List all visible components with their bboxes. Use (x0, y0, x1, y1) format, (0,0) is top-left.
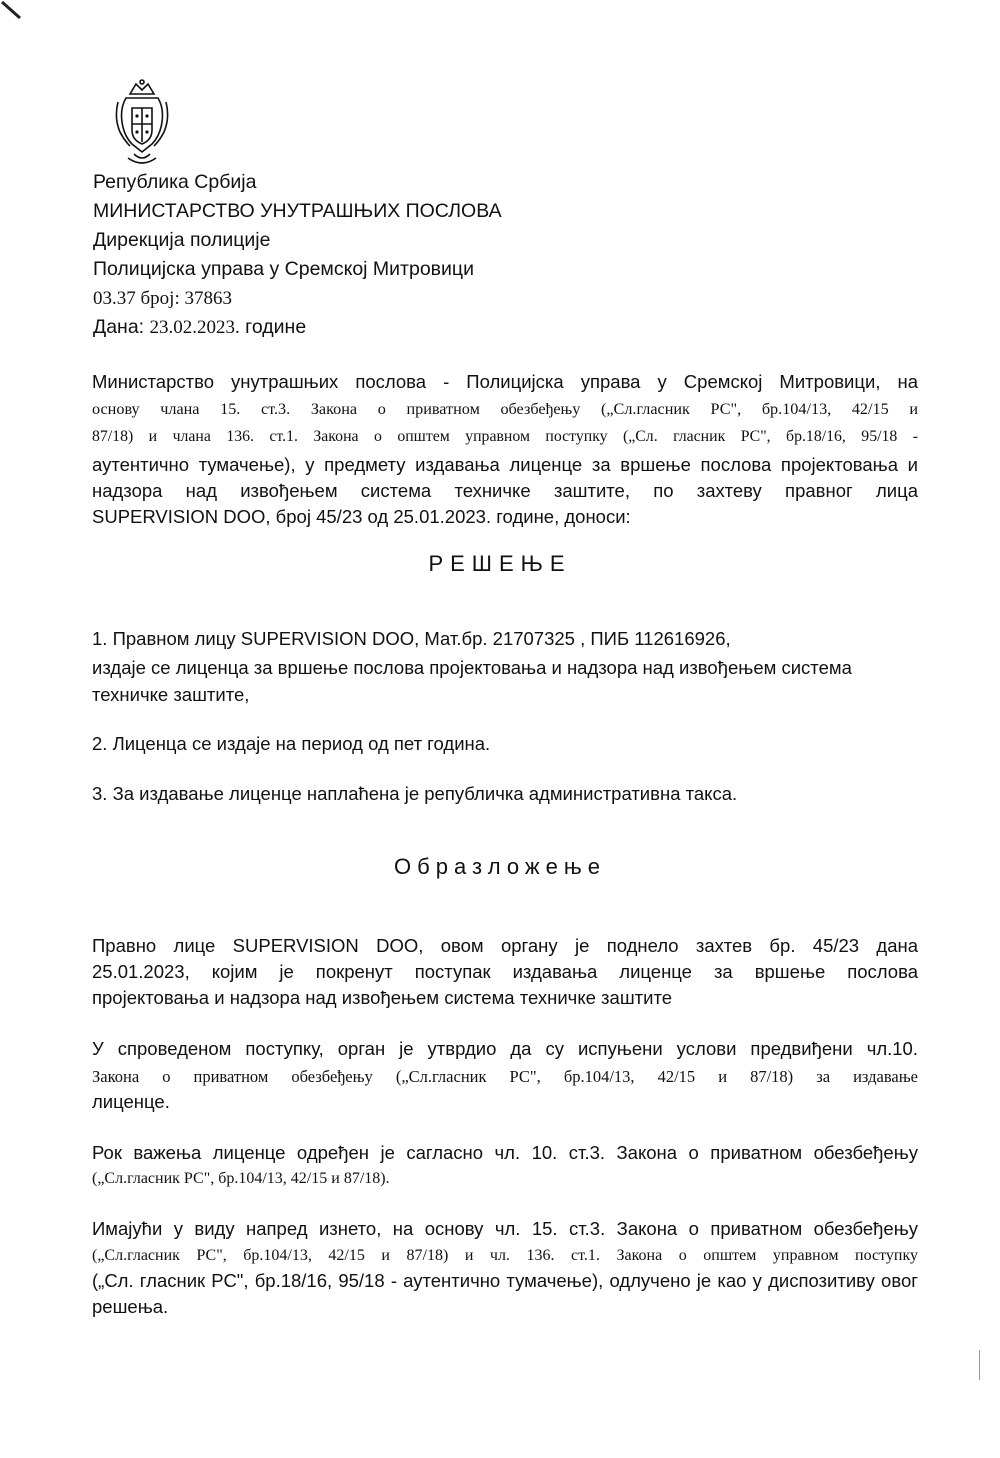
republic-name: Република Србија (93, 171, 257, 193)
reasoning-p4-line-4: решења. (92, 1296, 169, 1317)
reasoning-title: Образложење (394, 854, 606, 879)
intro-line-2: основу члана 15. ст.3. Закона о приватном обезбеђењу („Сл.гласник РС", бр.104/13, 42/15 и (92, 400, 918, 418)
reasoning-p4-line-1: Имајући у виду напред изнето, на основу чл. 15. ст.3. Закона о приватном обезбеђењу (92, 1218, 918, 1239)
directorate-name: Дирекција полиције (93, 229, 271, 251)
administration-name: Полицијска управа у Сремској Митровици (93, 258, 474, 280)
date-suffix: године (239, 316, 307, 338)
ministry-name: МИНИСТАРСТВО УНУТРАШЊИХ ПОСЛОВА (93, 200, 502, 222)
reasoning-p4-line-3: („Сл. гласник РС", бр.18/16, 95/18 - аутентично тумачење), одлучено је као у диспозитиву овог (92, 1270, 918, 1291)
intro-line-3: 87/18) и члана 136. ст.1. Закона о општем управном поступку („Сл. гласник РС", бр.18/16, 95/18 - (92, 428, 918, 445)
decision-item-2: 2. Лиценца се издаје на период од пет година. (92, 733, 491, 754)
date-value: 23.02.2023. (149, 317, 240, 338)
date-label: Дана: (93, 316, 150, 338)
reasoning-p3-line-1: Рок важења лиценце одређен је сагласно чл. 10. ст.3. Закона о приватном обезбеђењу (92, 1142, 918, 1163)
scan-mark-icon (0, 0, 40, 30)
reasoning-p2-line-1: У спроведеном поступку, орган је утврдио да су испуњени услови предвиђени чл.10. (92, 1038, 918, 1059)
decision-item-1-line-1: 1. Правном лицу SUPERVISION DOO, Мат.бр. 21707325 , ПИБ 112616926, (92, 628, 731, 649)
decision-item-3: 3. За издавање лиценце наплаћена је републичка административна такса. (92, 783, 738, 804)
reasoning-p1-line-1: Правно лице SUPERVISION DOO, овом органу је поднело захтев бр. 45/23 дана (92, 935, 918, 956)
intro-line-5: надзора над извођењем система техничке заштите, по захтеву правног лица (92, 480, 918, 501)
decision-item-1-line-2: издаје се лиценца за вршење послова пројектовања и надзора над извођењем система (92, 657, 852, 678)
reference-number-value: 37863 (184, 288, 232, 309)
intro-line-1: Министарство унутрашњих послова - Полицијска управа у Сремској Митровици, на (92, 371, 918, 392)
decision-item-1-line-3: техничке заштите, (92, 684, 250, 705)
reasoning-p3-line-2: („Сл.гласник РС", бр.104/13, 42/15 и 87/18). (92, 1170, 390, 1187)
reasoning-p2-line-3: лиценце. (92, 1091, 170, 1112)
reference-number-label: 03.37 број: (93, 288, 185, 309)
reasoning-p1-line-2: 25.01.2023, којим је покренут поступак издавања лиценце за вршење послова (92, 961, 918, 982)
reference-number (93, 284, 693, 313)
scan-artifact (979, 1350, 980, 1380)
intro-line-6: SUPERVISION DOO, број 45/23 од 25.01.2023. године, доноси: (92, 506, 631, 527)
decision-title: РЕШЕЊЕ (428, 551, 572, 576)
intro-line-4: аутентично тумачење), у предмету издавања лиценце за вршење послова пројектовања и (92, 454, 918, 475)
coat-of-arms-icon (112, 78, 172, 166)
reasoning-p4-line-2: („Сл.гласник РС", бр.104/13, 42/15 и 87/18) и чл. 136. ст.1. Закона о општем управном поступку (92, 1247, 918, 1264)
document-header (93, 168, 693, 342)
document-date (93, 313, 693, 342)
reasoning-p1-line-3: пројектовања и надзора над извођењем система техничке заштите (92, 987, 673, 1008)
reasoning-p2-line-2: Закона о приватном обезбеђењу („Сл.гласник РС", бр.104/13, 42/15 и 87/18) за издавање (92, 1067, 918, 1086)
